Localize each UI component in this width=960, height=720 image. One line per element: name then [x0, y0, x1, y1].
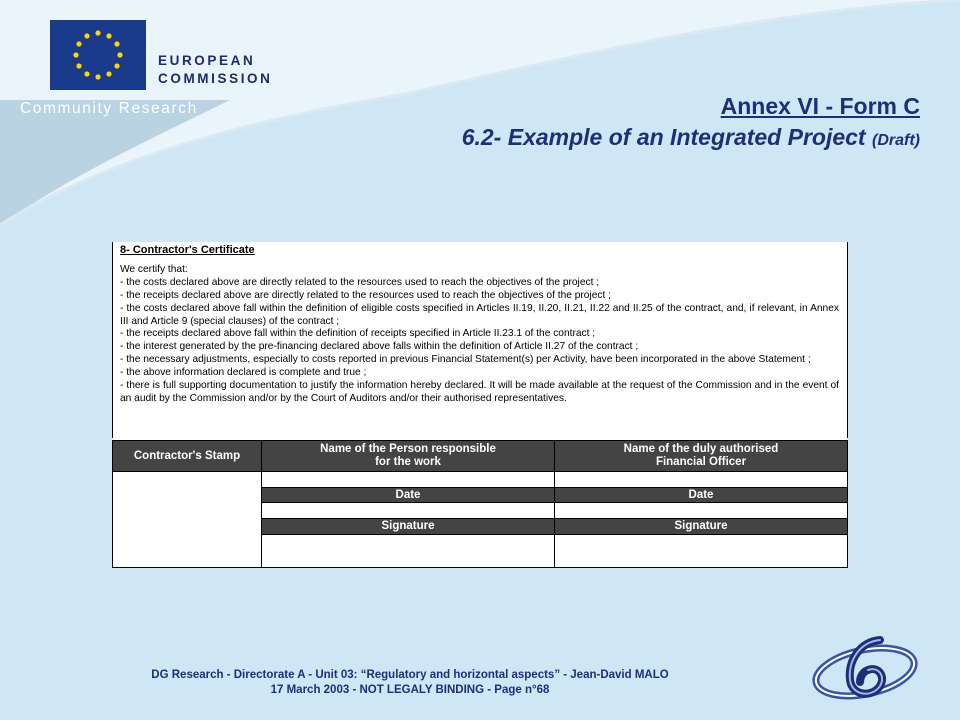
person-date-field[interactable]	[261, 502, 555, 519]
person-date-header: Date	[261, 487, 555, 503]
person-signature-field[interactable]	[261, 534, 555, 568]
eu-flag-logo	[50, 20, 146, 90]
certificate-line: - the receipts declared above are directly related to the resources used to reach the objectives of the project ;	[120, 289, 611, 301]
contractor-stamp-header: Contractor's Stamp	[112, 440, 262, 472]
logo-line-commission: COMMISSION	[158, 71, 273, 86]
certificate-line: - the costs declared above are directly related to the resources used to reach the objectives of the project ;	[120, 276, 600, 288]
title-example	[462, 124, 920, 151]
person-signature-header: Signature	[261, 518, 555, 535]
certificate-heading: 8- Contractor's Certificate	[120, 244, 255, 256]
page-title	[462, 93, 920, 151]
officer-date-field[interactable]	[554, 502, 848, 519]
person-responsible-line1: Name of the Person responsible	[320, 443, 496, 455]
person-responsible-header	[261, 440, 555, 472]
contractor-stamp-field[interactable]	[112, 471, 262, 568]
financial-officer-header	[554, 440, 848, 472]
certificate-line: - the receipts declared above fall within the definition of receipts specified in Article II.23.1 of the contract ;	[120, 328, 596, 340]
person-name-field[interactable]	[261, 471, 555, 488]
footer	[0, 668, 820, 698]
title-example-text: 6.2- Example of an Integrated Project	[461, 124, 866, 150]
certificate-line: We certify that:	[120, 263, 188, 275]
certificate-text-block	[112, 242, 848, 438]
contractor-certificate-form	[112, 242, 848, 568]
person-responsible-line2: for the work	[375, 456, 441, 468]
certificate-line: - the necessary adjustments, especially to costs reported in previous Financial Statement(s) per Activity, have been incorporated in the above Statement ;	[120, 354, 811, 366]
fp6-logo-icon	[810, 630, 920, 710]
officer-signature-field[interactable]	[554, 534, 848, 568]
footer-line2: 17 March 2003 - NOT LEGALY BINDING - Page n°68	[270, 684, 550, 696]
certificate-line: - the costs declared above fall within the definition of eligible costs specified in Articles II.19, II.20, II.21, II.22 and II.25 of the contract, and, if relevant, in Annex III and Article 9 (special clauses) of the contract ;	[120, 302, 839, 327]
certificate-line: - the interest generated by the pre-financing declared above falls within the definition of Article II.27 of the contract ;	[120, 341, 639, 353]
footer-line1: DG Research - Directorate A - Unit 03: “Regulatory and horizontal aspects” - Jean-David MALO	[151, 669, 669, 681]
community-research-label: Community Research	[20, 100, 198, 117]
signature-table	[112, 440, 848, 568]
certificate-line: - there is full supporting documentation to justify the information hereby declared. It will be made available at the request of the Commission and in the event of an audit by the Commission and/or by the Court of Auditors and/or their authorised representatives.	[120, 380, 839, 404]
eu-stars-icon	[50, 20, 146, 90]
financial-officer-line1: Name of the duly authorised	[623, 443, 779, 455]
title-annex: Annex VI - Form C	[720, 93, 920, 119]
officer-name-field[interactable]	[554, 471, 848, 488]
title-draft: (Draft)	[872, 132, 920, 149]
financial-officer-line2: Financial Officer	[655, 456, 747, 468]
certificate-line: - the above information declared is complete and true ;	[120, 367, 367, 379]
commission-wordmark	[158, 52, 273, 88]
officer-signature-header: Signature	[554, 518, 848, 535]
logo-line-european: EUROPEAN	[158, 53, 256, 68]
officer-date-header: Date	[554, 487, 848, 503]
